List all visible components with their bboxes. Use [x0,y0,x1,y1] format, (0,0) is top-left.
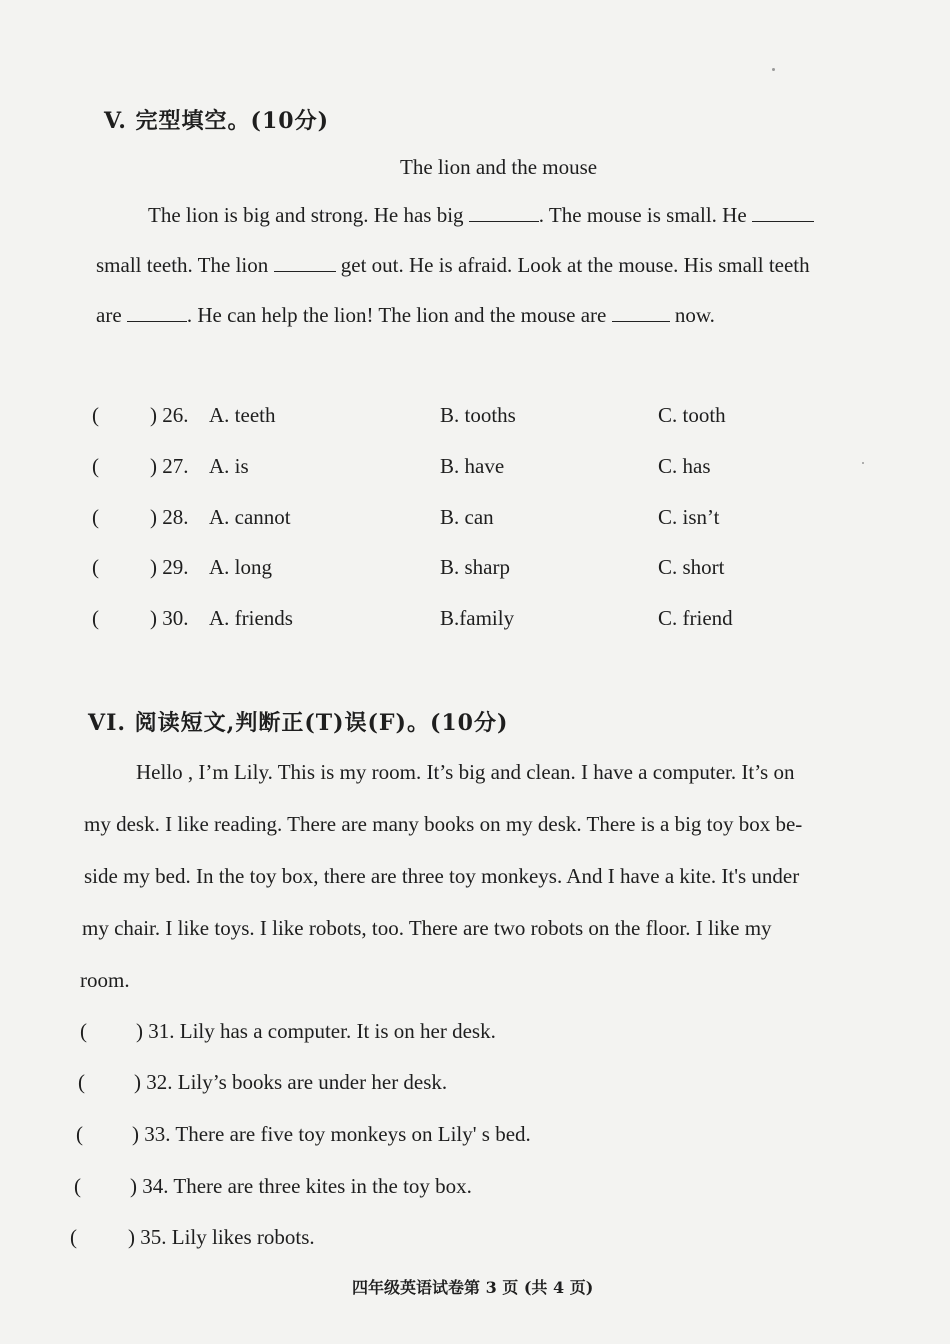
answer-paren[interactable]: ( [92,505,99,529]
scan-speck [862,462,864,464]
statement-text: ) 32. Lily’s books are under her desk. [134,1070,448,1094]
answer-paren[interactable]: ( [78,1070,85,1094]
answer-paren[interactable]: ( [92,555,99,579]
statement-text: ) 34. There are three kites in the toy box. [130,1174,472,1198]
blank-26[interactable] [469,203,539,222]
option-a: A. friends [209,606,293,630]
option-c: C. isn’t [658,505,720,529]
line-1-text-a: The lion is big and strong. He has big [148,203,464,227]
answer-paren[interactable]: ( [80,1019,87,1043]
blank-29[interactable] [127,303,187,322]
option-a: A. long [209,555,272,579]
option-c: C. friend [658,606,733,630]
option-b: B. have [440,454,505,478]
scan-speck [772,68,775,71]
line-3-text-c: now. [674,303,715,327]
answer-paren[interactable]: ( [74,1174,81,1198]
passage-line: my chair. I like toys. I like robots, too. There are two robots on the floor. I like my [82,916,772,940]
option-c: C. has [658,454,711,478]
line-1-text-b: . The mouse is small. He [538,203,747,227]
blank-27[interactable] [752,203,814,222]
passage-line: side my bed. In the toy box, there are three toy monkeys. And I have a kite. It's under [84,864,800,888]
option-a: A. teeth [209,403,276,427]
statement-text: ) 31. Lily has a computer. It is on her desk. [136,1019,496,1043]
blank-28[interactable] [274,253,336,272]
option-b: B. can [440,505,494,529]
page-footer: 四年级英语试卷第 3 页 (共 4 页) [352,1278,594,1297]
question-number: ) 27. [150,454,189,478]
option-a: A. cannot [209,505,291,529]
option-a: A. is [209,454,249,478]
question-number: ) 28. [150,505,189,529]
story-title: The lion and the mouse [400,155,598,179]
section-5-heading: V. 完型填空。(10分) [104,108,329,134]
line-3-text-a: are [96,303,122,327]
section-6-heading: VI. 阅读短文,判断正(T)误(F)。(10分) [88,710,509,736]
statement-text: ) 33. There are five toy monkeys on Lily' s bed. [132,1122,531,1146]
answer-paren[interactable]: ( [92,454,99,478]
question-number: ) 29. [150,555,189,579]
passage-line: room. [80,968,130,992]
option-b: B.family [440,606,515,630]
line-3-text-b: . He can help the lion! The lion and the mouse are [186,303,607,327]
option-c: C. tooth [658,403,726,427]
answer-paren[interactable]: ( [92,403,99,427]
passage-line-2 [96,253,810,278]
option-c: C. short [658,555,725,579]
option-b: B. sharp [440,555,510,579]
option-b: B. tooths [440,403,516,427]
answer-paren[interactable]: ( [76,1122,83,1146]
answer-paren[interactable]: ( [70,1225,77,1249]
passage-line: my desk. I like reading. There are many books on my desk. There is a big toy box be- [84,812,803,836]
line-2-text-a: small teeth. The lion [96,253,269,277]
line-2-text-b: get out. He is afraid. Look at the mouse. His small teeth [340,253,810,277]
answer-paren[interactable]: ( [92,606,99,630]
question-number: ) 30. [150,606,189,630]
passage-line: Hello , I’m Lily. This is my room. It’s big and clean. I have a computer. It’s on [136,760,795,784]
passage-line-1 [148,203,814,228]
passage-line-3 [96,303,715,328]
statement-text: ) 35. Lily likes robots. [128,1225,315,1249]
blank-30[interactable] [612,303,670,322]
question-number: ) 26. [150,403,189,427]
